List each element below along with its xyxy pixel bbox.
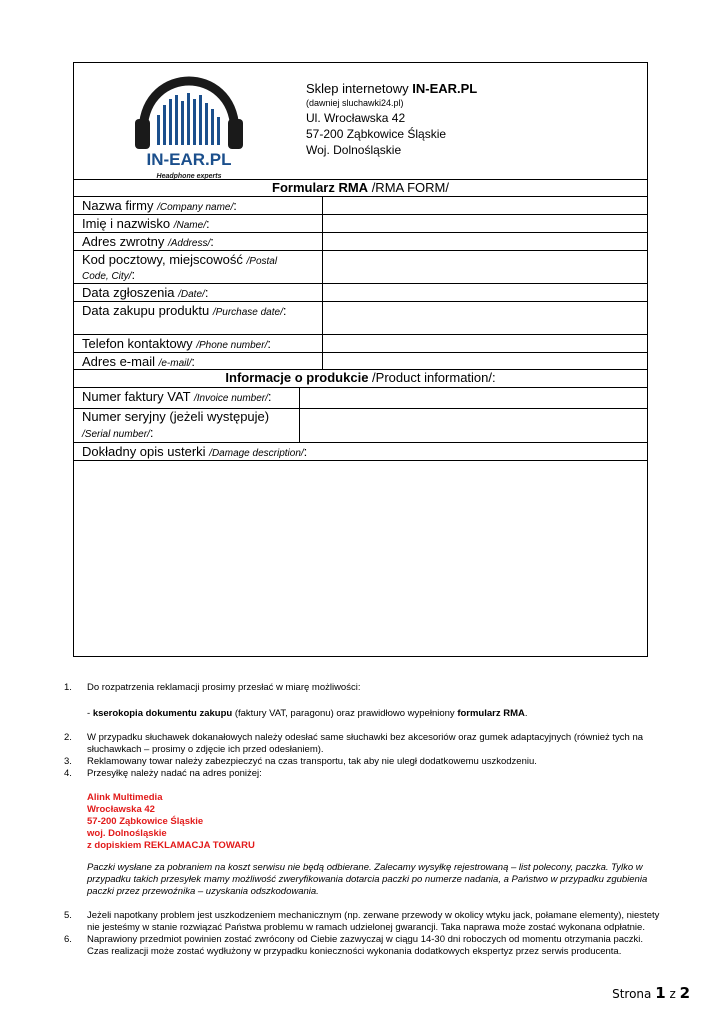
product-info-heading: Informacje o produkcie /Product information/: — [225, 370, 496, 385]
return-address: Alink Multimedia Wrocławska 42 57-200 Ząbkowice Śląskie woj. Dolnośląskie z dopiskiem REKLAMACJA TOWARU — [87, 792, 255, 851]
postal-city-label: Kod pocztowy, miejscowość /Postal — [82, 252, 278, 267]
serial-number-label-cont: /Serial number/: — [82, 425, 154, 440]
name-label: Imię i nazwisko /Name/: — [82, 216, 210, 231]
serial-number-label: Numer seryjny (jeżeli występuje) — [82, 409, 270, 424]
rma-form — [73, 62, 648, 657]
phone-label: Telefon kontaktowy /Phone number/: — [82, 336, 271, 351]
shop-address: Sklep internetowy IN-EAR.PL (dawniej sluchawki24.pl) Ul. Wrocławska 42 57-200 Ząbkowice Śląskie Woj. Dolnośląskie — [306, 81, 478, 157]
date-label: Data zgłoszenia /Date/: — [82, 285, 209, 300]
company-name-label: Nazwa firmy /Company name/: — [82, 198, 237, 213]
shipping-note: Paczki wysłane za pobraniem na koszt serwisu nie będą odbierane. Zalecamy wysyłkę rejestrowaną – list polecony, paczka. Tylko w przypadku takich przesyłek mamy możliwość zweryfikowania dotarcia paczki po numerze nadania, a Państwo w przypadku zgubienia paczki przez przewoźnika – uzyskania odszkodowania. — [87, 862, 648, 897]
logo-tagline: Headphone experts — [156, 173, 222, 180]
page-number: Strona 1 z 2 — [612, 984, 690, 1002]
in-ear-logo — [129, 75, 249, 183]
logo-brand: IN-EAR.PL — [146, 150, 232, 169]
damage-description-label: Dokładny opis usterki /Damage description/: — [82, 444, 308, 459]
email-label: Adres e-mail /e-mail/: — [82, 354, 195, 369]
form-title: Formularz RMA /RMA FORM/ — [272, 180, 449, 195]
postal-city-label-cont: Code, City/: — [82, 267, 136, 282]
invoice-number-label: Numer faktury VAT /Invoice number/: — [82, 389, 272, 404]
purchase-date-label: Data zakupu produktu /Purchase date/: — [82, 303, 287, 318]
address-label: Adres zwrotny /Address/: — [82, 234, 214, 249]
